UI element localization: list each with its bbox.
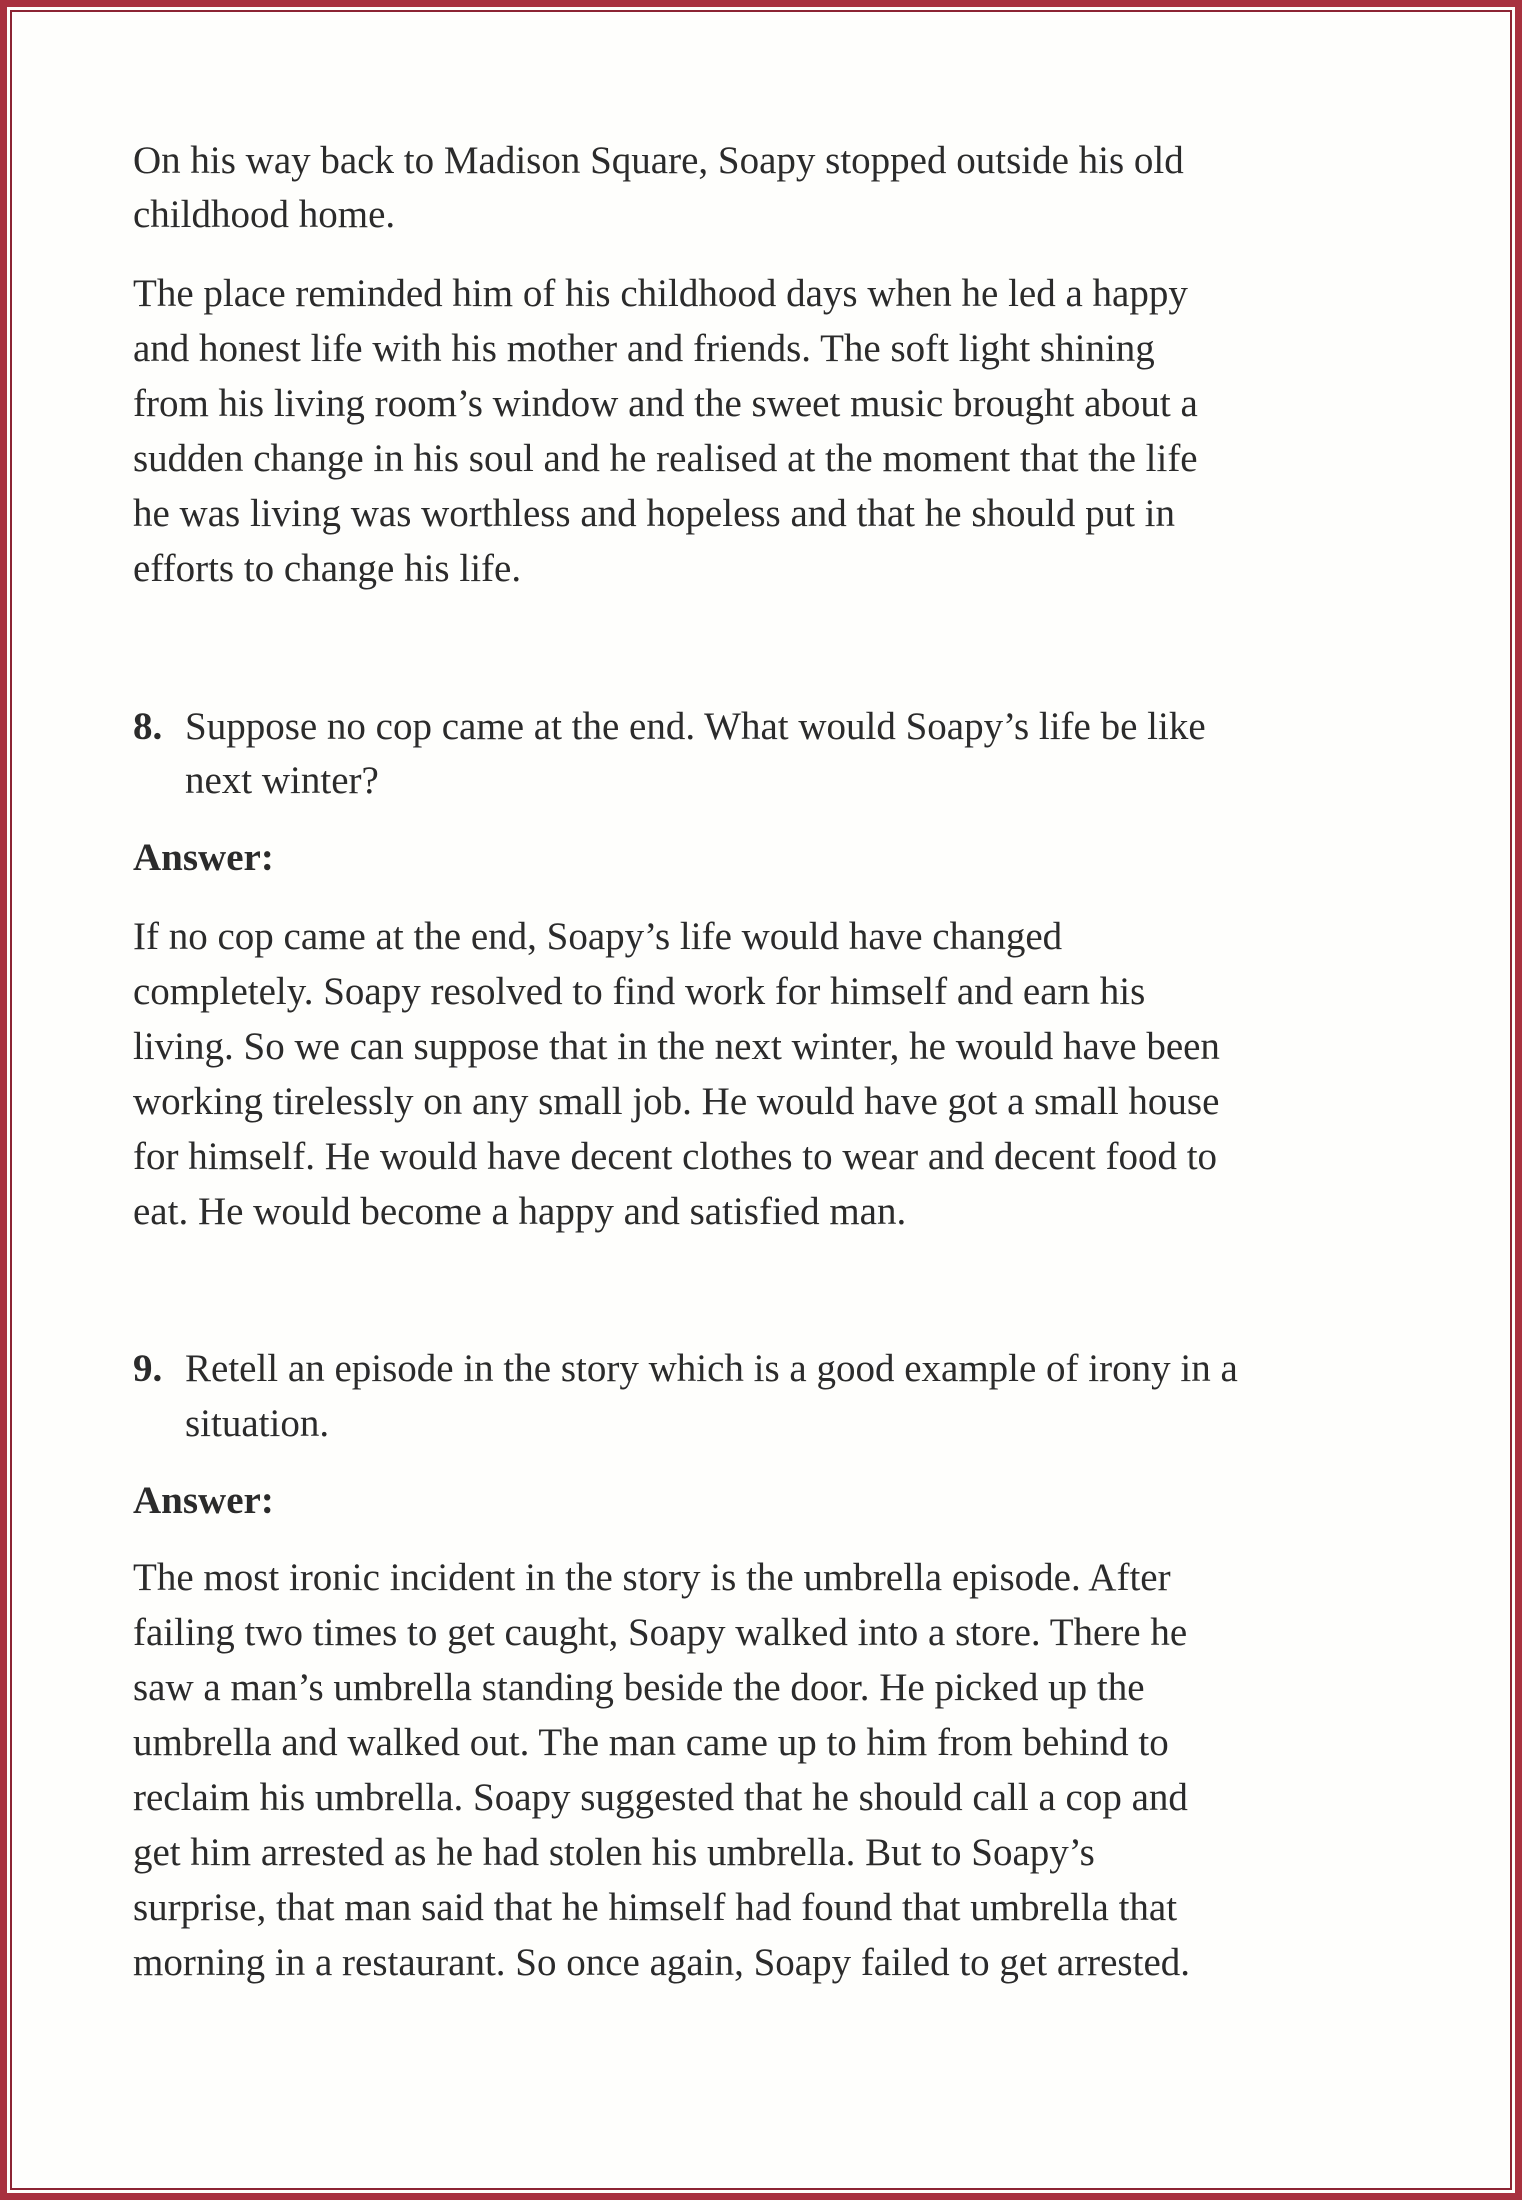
- text-line: from his living room’s window and the sweet music brought about a: [133, 382, 1198, 425]
- answer-text-line: working tirelessly on any small job. He would have got a small house: [133, 1080, 1220, 1123]
- answer-label: Answer:: [133, 836, 274, 879]
- question-number: 8.: [133, 705, 163, 748]
- answer-text-line: eat. He would become a happy and satisfied man.: [133, 1190, 907, 1233]
- answer-text-line: morning in a restaurant. So once again, Soapy failed to get arrested.: [133, 1941, 1190, 1984]
- answer-text-line: completely. Soapy resolved to find work for himself and earn his: [133, 970, 1146, 1013]
- text-line: efforts to change his life.: [133, 547, 522, 590]
- text-line: and honest life with his mother and friends. The soft light shining: [133, 327, 1155, 370]
- answer-text-line: for himself. He would have decent clothes to wear and decent food to: [133, 1135, 1218, 1178]
- text-line: The place reminded him of his childhood days when he led a happy: [133, 272, 1188, 315]
- answer-text-line: saw a man’s umbrella standing beside the door. He picked up the: [133, 1666, 1145, 1709]
- text-line: he was living was worthless and hopeless and that he should put in: [133, 492, 1176, 535]
- answer-text-line: failing two times to get caught, Soapy walked into a store. There he: [133, 1611, 1188, 1654]
- answer-text-line: If no cop came at the end, Soapy’s life would have changed: [133, 915, 1063, 958]
- question-text-line: Retell an episode in the story which is a good example of irony in a: [185, 1347, 1238, 1390]
- answer-label: Answer:: [133, 1479, 274, 1522]
- answer-text-line: The most ironic incident in the story is the umbrella episode. After: [133, 1556, 1171, 1599]
- text-line: childhood home.: [133, 193, 396, 236]
- answer-text-line: get him arrested as he had stolen his umbrella. But to Soapy’s: [133, 1831, 1095, 1874]
- question-text-line: Suppose no cop came at the end. What would Soapy’s life be like: [185, 705, 1206, 748]
- question-number: 9.: [133, 1347, 163, 1390]
- question-text-line: situation.: [185, 1402, 330, 1445]
- text-line: sudden change in his soul and he realised at the moment that the life: [133, 437, 1198, 480]
- text-line: On his way back to Madison Square, Soapy stopped outside his old: [133, 139, 1184, 182]
- answer-text-line: living. So we can suppose that in the next winter, he would have been: [133, 1025, 1220, 1068]
- answer-text-line: surprise, that man said that he himself had found that umbrella that: [133, 1886, 1178, 1929]
- answer-text-line: umbrella and walked out. The man came up to him from behind to: [133, 1721, 1169, 1764]
- answer-text-line: reclaim his umbrella. Soapy suggested that he should call a cop and: [133, 1776, 1188, 1819]
- question-text-line: next winter?: [185, 759, 379, 802]
